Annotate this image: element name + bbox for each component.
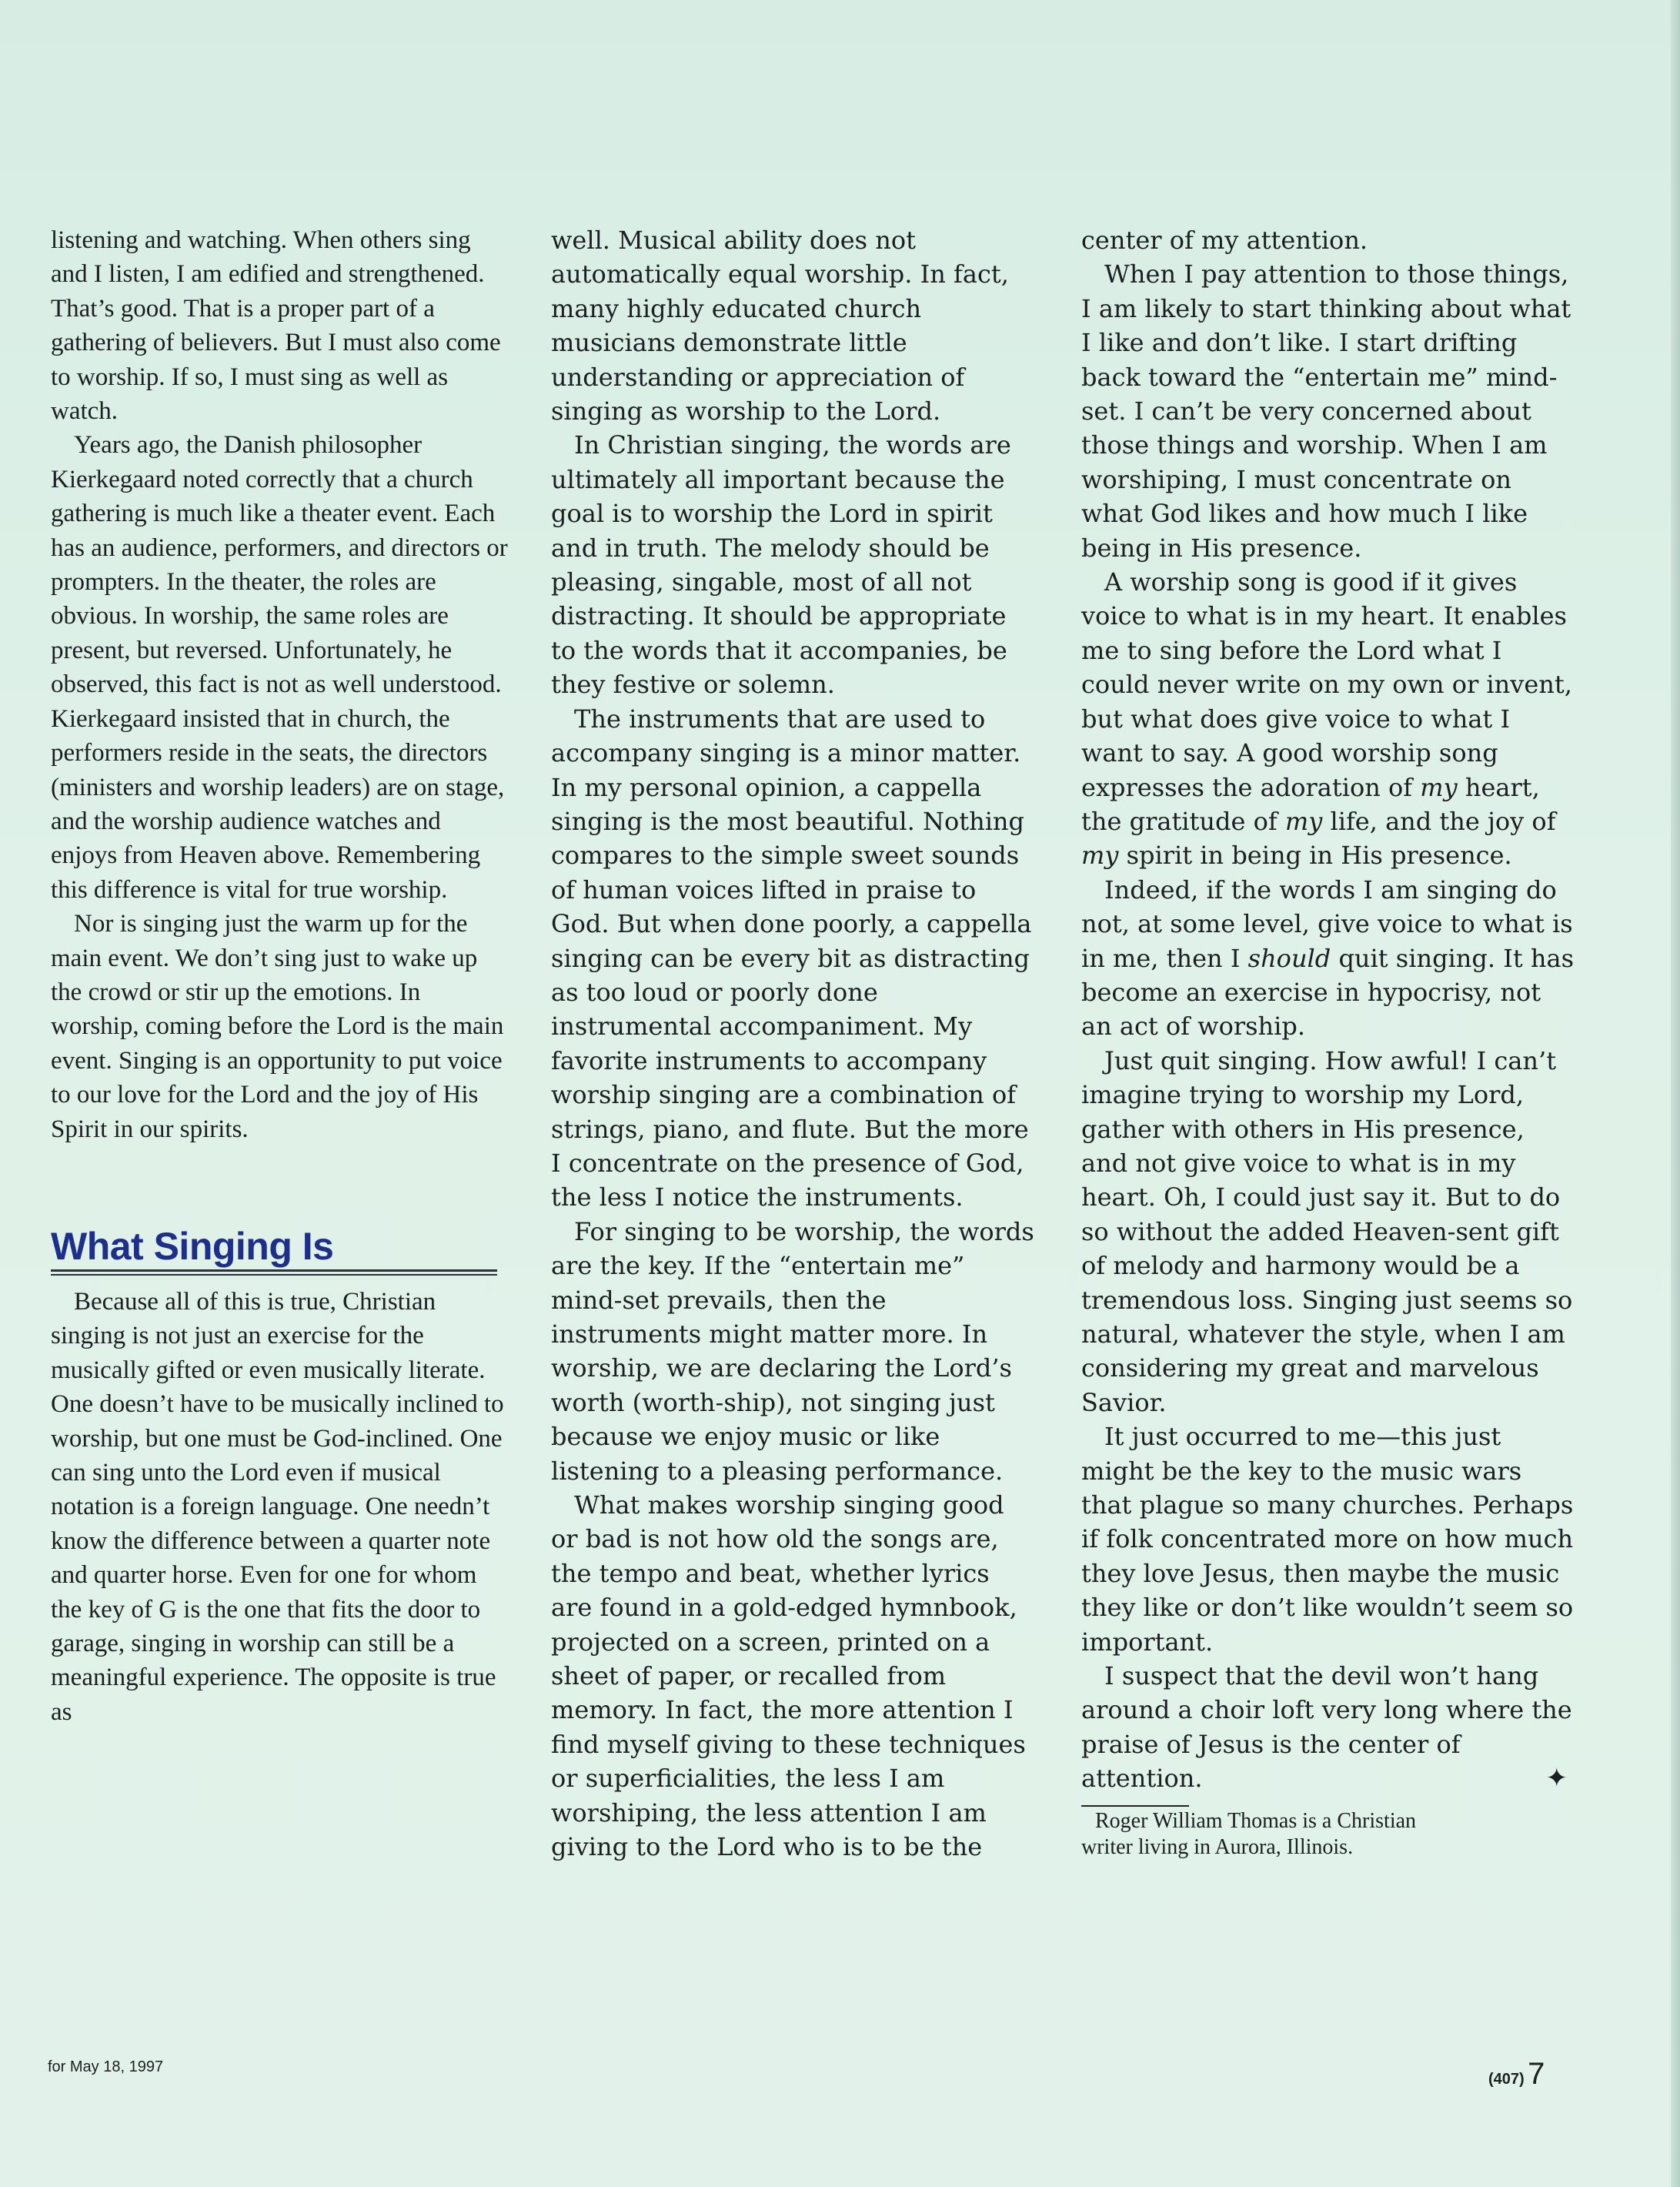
page-number: 7 bbox=[1528, 2057, 1545, 2091]
section-heading: What Singing Is bbox=[51, 1224, 334, 1268]
paragraph: A worship song is good if it gives voice to what is in my heart. It enables me to sing before the Lord what I could never write on my own or invent, but what does give voice to what I want to say. A good worship song expresses the adoration of my heart, the gratitude of my life, and the joy of my spirit in being in His presence. bbox=[1081, 567, 1572, 871]
end-mark-icon: ✦ bbox=[1545, 1763, 1568, 1794]
page-edge bbox=[1671, 0, 1680, 2187]
paragraph: center of my attention. bbox=[1081, 226, 1368, 255]
column-1 bbox=[51, 223, 513, 1729]
bio-rule bbox=[1081, 1805, 1189, 1807]
bio-line: Roger William Thomas is a Christian bbox=[1095, 1808, 1417, 1833]
paragraph: listening and watching. When others sing and I listen, I am edified and strengthened. That’s good. That is a proper part of a gathering of believers. But I must also come to worship. If so, I must sing as well as watch. bbox=[51, 226, 501, 426]
author-bio bbox=[1081, 1808, 1574, 1861]
paragraph: In Christian singing, the words are ultimately all important because the goal is to worship the Lord in spirit and in truth. The melody should be pleasing, singable, most of all not distracting. It should be appropriate to the words that it accompanies, be they festive or solemn. bbox=[551, 430, 1011, 700]
section-heading-block bbox=[51, 1223, 513, 1276]
paragraph: Just quit singing. How awful! I can’t imagine trying to worship my Lord, gather with others in His presence, and not give voice to what is in my heart. Oh, I could just say it. But to do so without the added Heaven-sent gift of melody and harmony would be a tremendous loss. Singing just seems so natural, whatever the style, when I am considering my great and marvelous Savior. bbox=[1081, 1045, 1573, 1417]
page-number-block bbox=[1488, 2057, 1545, 2092]
paragraph: It just occurred to me—this just might be the key to the music wars that plague so many churches. Perhaps if folk concentrated more on how much they love Jesus, then maybe the music they like or don’t like wouldn’t seem so important. bbox=[1081, 1422, 1574, 1657]
paragraph: Years ago, the Danish philosopher Kierkegaard noted correctly that a church gathering is much like a theater event. Each has an audience, performers, and directors or prompters. In the theater, the roles are obvious. In worship, the same roles are present, but reversed. Unfortunately, he observed, this fact is not as well understood. Kierkegaard insisted that in church, the performers reside in the seats, the directors (ministers and worship leaders) are on stage, and the worship audience watches and enjoys from Heaven above. Remembering this difference is vital for true worship. bbox=[51, 431, 508, 904]
paragraph: Because all of this is true, Christian singing is not just an exercise for the musically gifted or even musically literate. One doesn’t have to be musically inclined to worship, but one must be God-inclined. One can sing unto the Lord even if musical notation is a foreign language. One needn’t know the difference between a quarter note and quarter horse. Even for one for whom the key of G is the one that fits the door to garage, singing in worship can still be a meaningful experience. The opposite is true as bbox=[51, 1287, 504, 1726]
paragraph: When I pay attention to those things, I am likely to start thinking about what I like and don’t like. I start drifting back toward the “entertain me” mind-set. I can’t be very concerned about those things and worship. When I am worshiping, I must concentrate on what God likes and how much I like being in His presence. bbox=[1081, 259, 1571, 563]
paragraph: The instruments that are used to accompany singing is a minor matter. In my personal opinion, a cappella singing is the most beautiful. Nothing compares to the simple sweet sounds of human voices lifted in praise to God. But when done poorly, a cappella singing can be every bit as distracting as too loud or poorly done instrumental accompaniment. My favorite instruments to accompany worship singing are a combination of strings, piano, and flute. But the more I concentrate on the presence of God, the less I notice the instruments. bbox=[551, 704, 1032, 1212]
page-code: (407) bbox=[1488, 2071, 1525, 2088]
paragraph: Indeed, if the words I am singing do not, at some level, give voice to what is in me, then I should quit singing. It has become an exercise in hypocrisy, not an act of worship. bbox=[1081, 874, 1574, 1042]
bio-line: writer living in Aurora, Illinois. bbox=[1081, 1834, 1354, 1859]
column-3 bbox=[1081, 223, 1574, 1861]
closing-paragraph: I suspect that the devil won’t hang around a choir loft very long where the praise of Jesus is the center of attention. ✦ bbox=[1081, 1659, 1574, 1796]
column-2 bbox=[551, 223, 1036, 1864]
issue-date: for May 18, 1997 bbox=[48, 2058, 164, 2075]
paragraph: What makes worship singing good or bad is not how old the songs are, the tempo and beat, whether lyrics are found in a gold-edged hymnbook, projected on a screen, printed on a sheet of paper, or recalled from memory. In fact, the more attention I find myself giving to these techniques or superficialities, the less I am worshiping, the less attention I am giving to the Lord who is to be the bbox=[551, 1490, 1026, 1862]
paragraph: well. Musical ability does not automatically equal worship. In fact, many highly educated church musicians demonstrate little understanding or appreciation of singing as worship to the Lord. bbox=[551, 226, 1009, 426]
heading-rule bbox=[51, 1269, 497, 1276]
paragraph: Nor is singing just the warm up for the main event. We don’t sing just to wake up the crowd or stir up the emotions. In worship, coming before the Lord is the main event. Singing is an opportunity to put voice to our love for the Lord and the joy of His Spirit in our spirits. bbox=[51, 910, 504, 1143]
paragraph: For singing to be worship, the words are the key. If the “entertain me” mind-set prevails, then the instruments might matter more. In worship, we are declaring the Lord’s worth (worth-ship), not singing just because we enjoy music or like listening to a pleasing performance. bbox=[551, 1216, 1034, 1486]
